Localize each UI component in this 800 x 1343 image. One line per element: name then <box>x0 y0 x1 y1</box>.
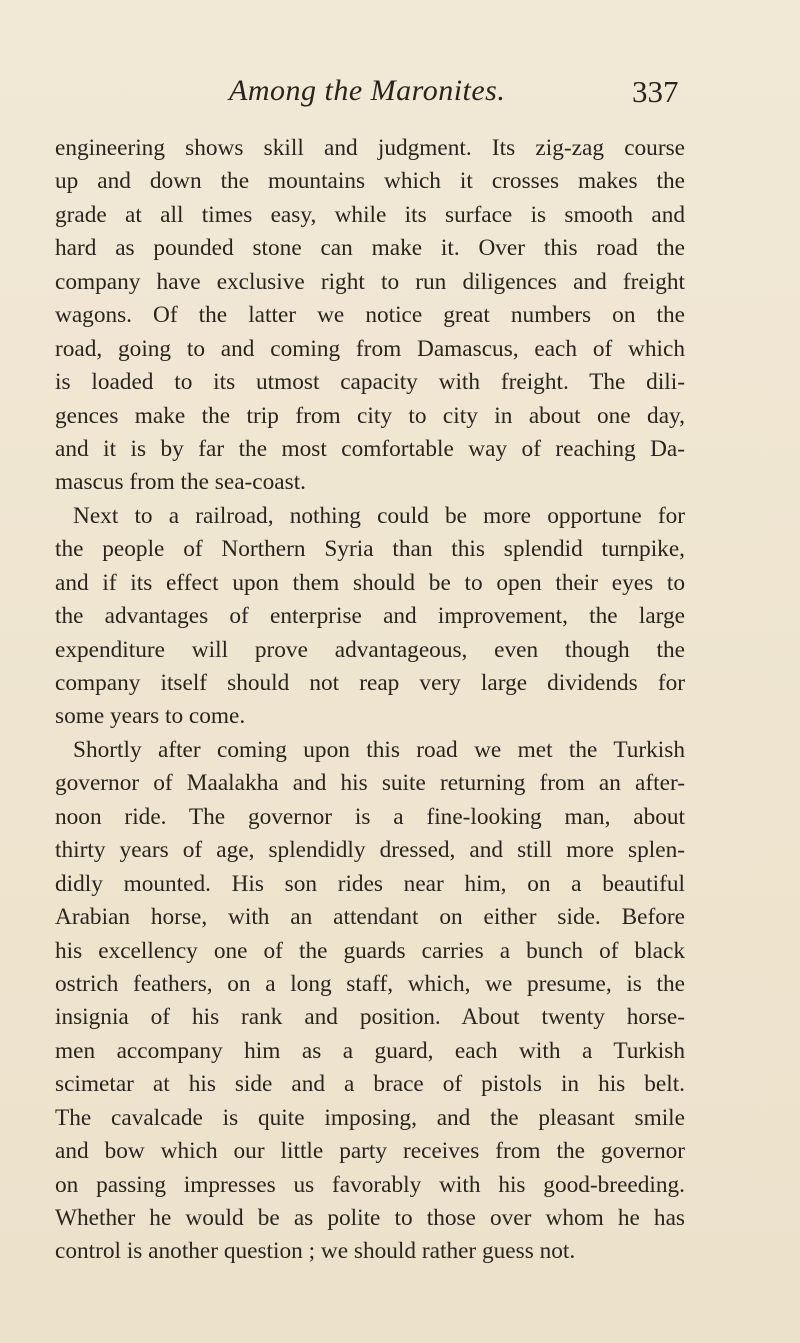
text-line: and it is by far the most comfortable way of reaching Da- <box>55 435 685 462</box>
text-line: is loaded to its utmost capacity with freight. The dili- <box>55 369 685 396</box>
text-line: company have exclusive right to run diligences and freight <box>55 268 685 295</box>
text-line: hard as pounded stone can make it. Over this road the <box>55 235 685 262</box>
text-line: Arabian horse, with an attendant on either side. Before <box>55 904 685 931</box>
page-number: 337 <box>632 74 679 109</box>
text-line: men accompany him as a guard, each with a Turkish <box>55 1037 685 1064</box>
text-line: insignia of his rank and position. About twenty horse- <box>55 1004 685 1031</box>
text-line: up and down the mountains which it crosses makes the <box>55 168 685 195</box>
text-line: ostrich feathers, on a long staff, which, we presume, is the <box>55 970 685 997</box>
text-line: company itself should not reap very large dividends for <box>55 670 685 696</box>
text-line: The cavalcade is quite imposing, and the pleasant smile <box>55 1104 685 1131</box>
text-line: and if its effect upon them should be to open their eyes to <box>55 569 685 596</box>
running-title: Among the Maronites. <box>229 74 506 107</box>
text-line: some years to come. <box>55 703 246 730</box>
text-line: the people of Northern Syria than this splendid turnpike, <box>55 536 685 563</box>
text-line: Shortly after coming upon this road we met the Turkish <box>73 736 685 763</box>
text-line: noon ride. The governor is a fine-looking man, about <box>55 803 685 830</box>
text-line: engineering shows skill and judgment. Its zig-zag course <box>55 135 685 161</box>
text-line: mascus from the sea-coast. <box>55 469 306 496</box>
text-line: on passing impresses us favorably with his good-breeding. <box>55 1171 685 1198</box>
text-line: wagons. Of the latter we notice great numbers on the <box>55 302 685 329</box>
text-line: grade at all times easy, while its surface is smooth and <box>55 201 685 228</box>
text-line: Whether he would be as polite to those over whom he has <box>55 1205 685 1231</box>
text-line: didly mounted. His son rides near him, on a beautiful <box>55 870 685 897</box>
running-head <box>0 74 800 114</box>
text-line: road, going to and coming from Damascus, each of which <box>55 335 685 362</box>
text-line: the advantages of enterprise and improvement, the large <box>55 603 685 630</box>
text-line: thirty years of age, splendidly dressed, and still more splen- <box>55 837 685 864</box>
text-line: his excellency one of the guards carries a bunch of black <box>55 937 685 964</box>
text-line: gences make the trip from city to city in about one day, <box>55 402 685 429</box>
body-text <box>55 132 685 1269</box>
text-line: expenditure will prove advantageous, even though the <box>55 636 685 663</box>
text-line: and bow which our little party receives from the governor <box>55 1138 685 1165</box>
text-line: scimetar at his side and a brace of pistols in his belt. <box>55 1071 685 1098</box>
text-line: control is another question ; we should rather guess not. <box>55 1238 576 1265</box>
text-line: Next to a railroad, nothing could be more opportune for <box>73 502 685 529</box>
text-line: governor of Maalakha and his suite returning from an after- <box>55 770 685 797</box>
